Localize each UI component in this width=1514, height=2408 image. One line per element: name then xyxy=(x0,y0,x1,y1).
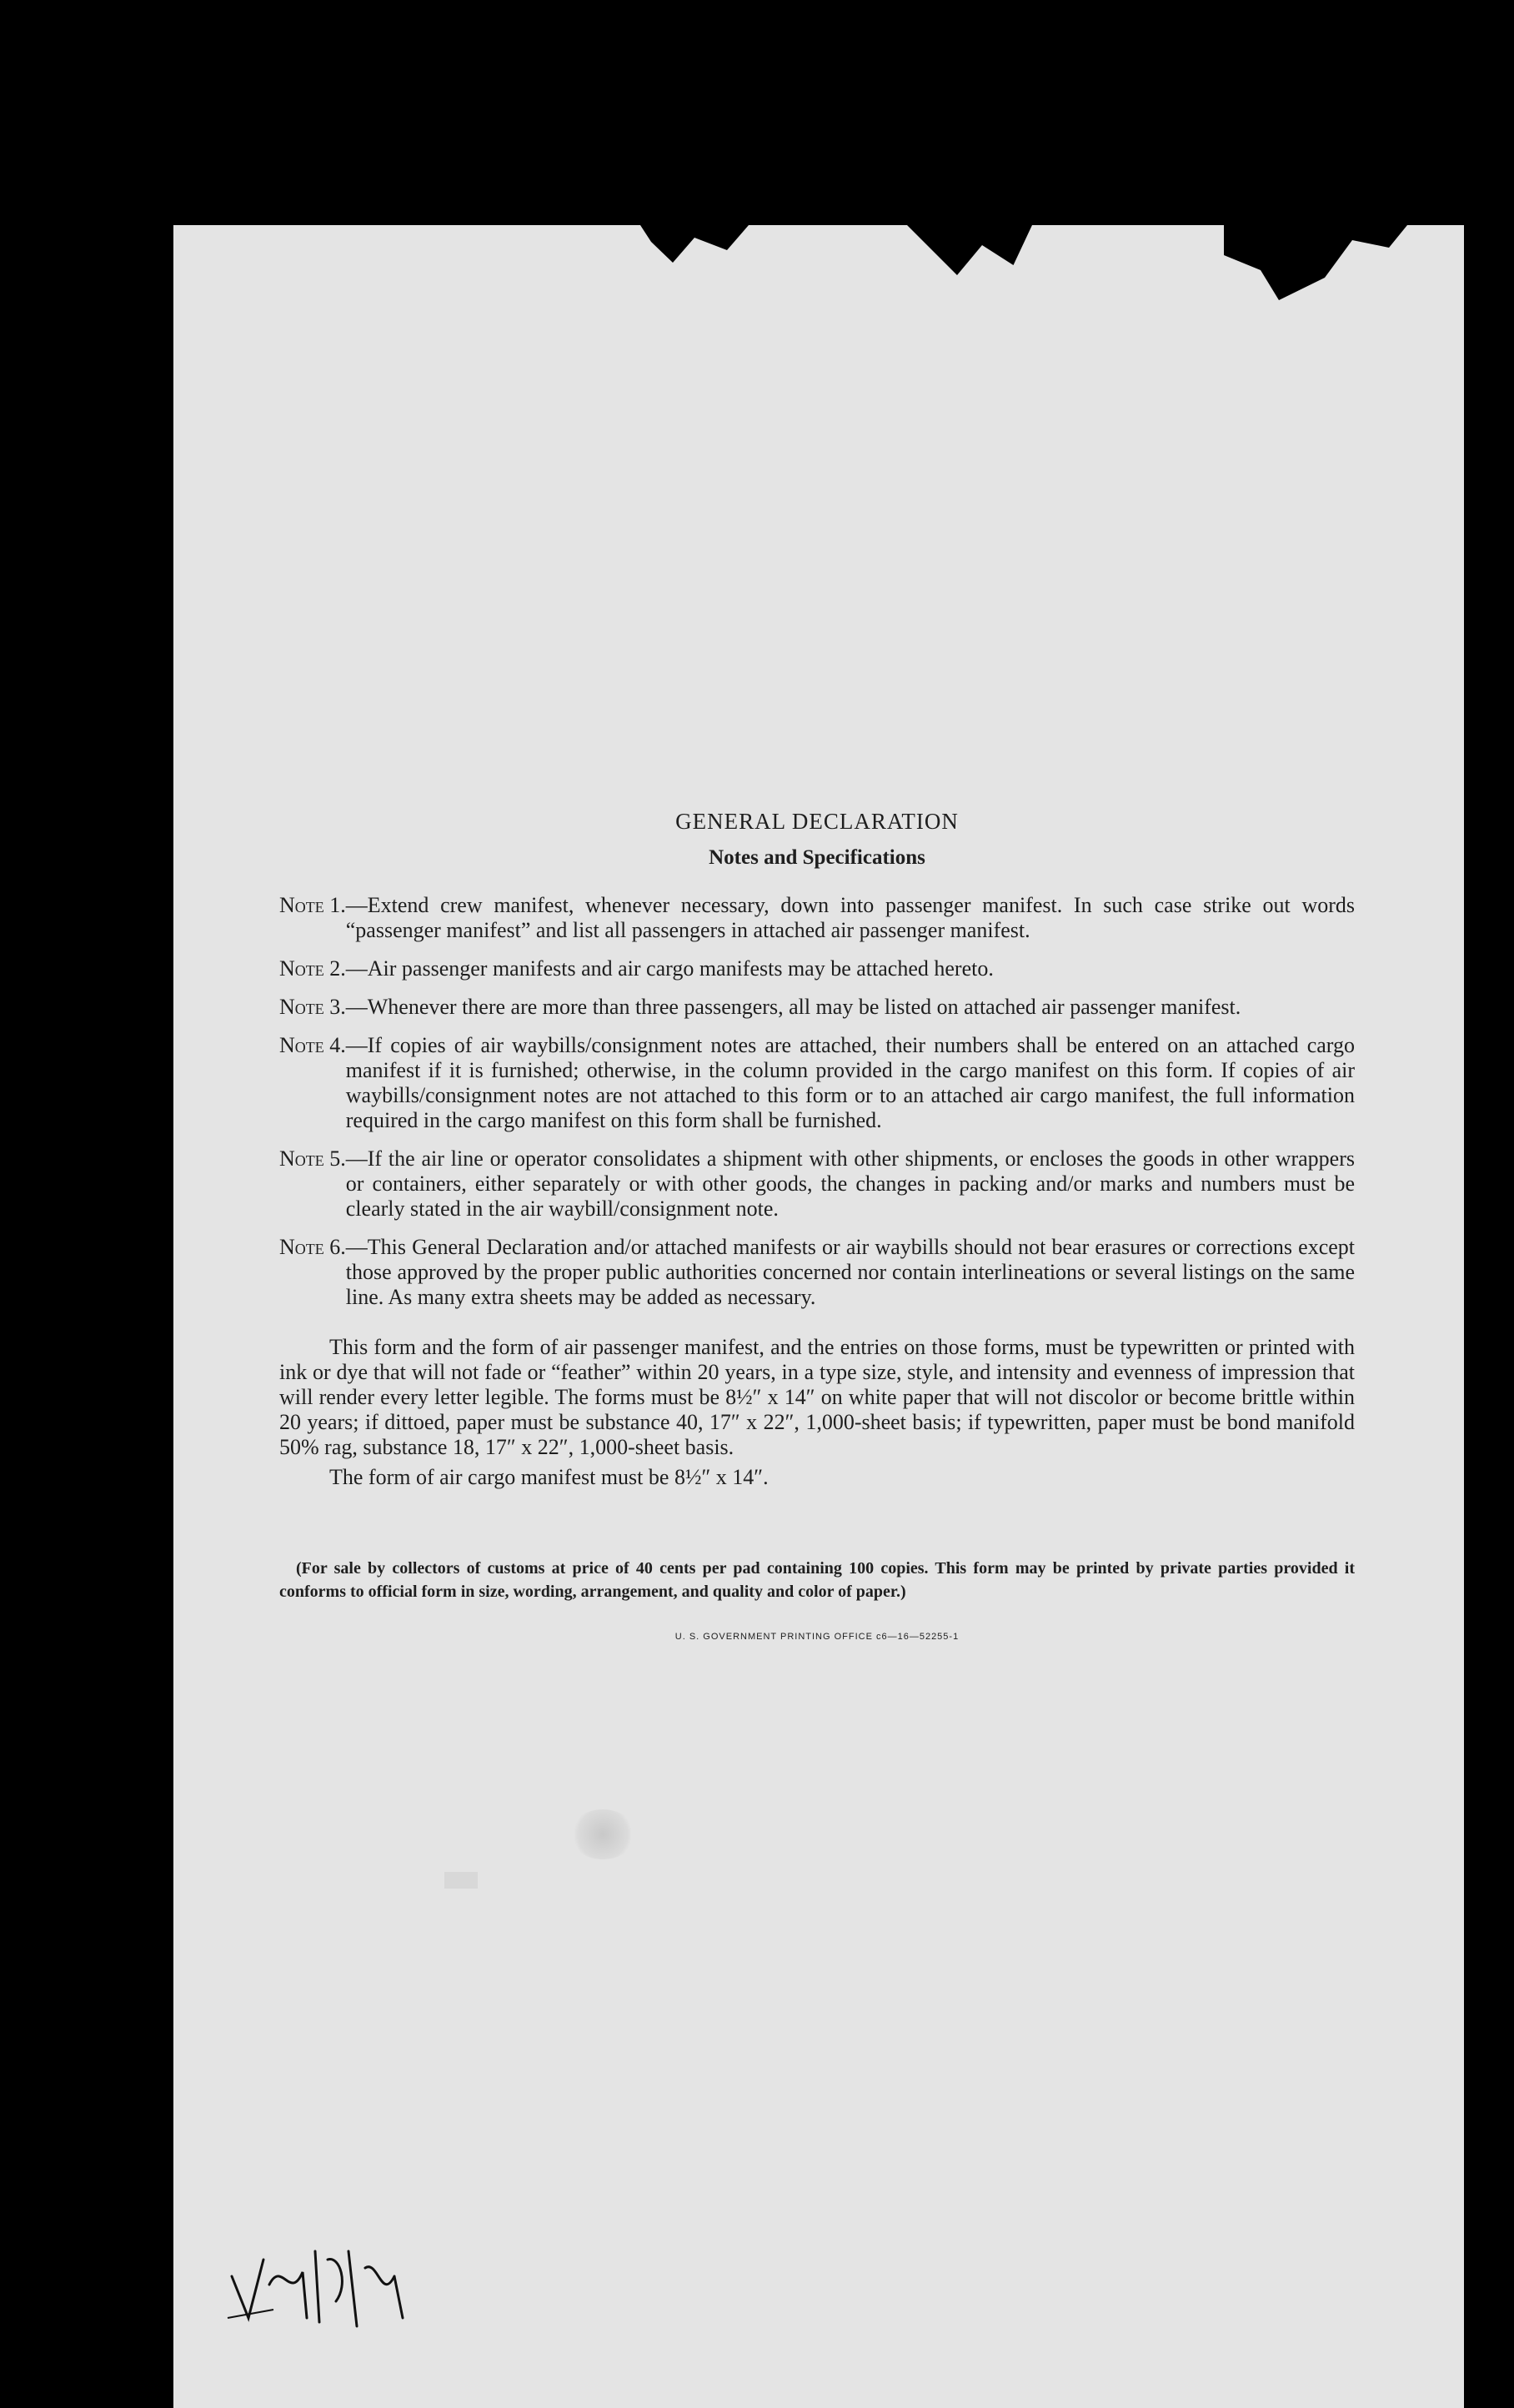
smudge-mark xyxy=(444,1872,478,1889)
note-label: Note 2. xyxy=(279,956,346,981)
note-label: Note 6. xyxy=(279,1235,346,1259)
note-text: —Extend crew manifest, whenever necessary, down into passenger manifest. In such case strike out words “passenger manifest” and list all passengers in attached air passenger manifest. xyxy=(345,893,1355,942)
torn-edge xyxy=(640,225,749,267)
faint-stamp xyxy=(569,1809,636,1859)
torn-edge xyxy=(1224,225,1407,300)
sale-note: (For sale by collectors of customs at price of 40 cents per pad containing 100 copies. This form may be printed by private parties provided it conforms to official form in size, wording, arrangement, and quality and color of paper.) xyxy=(279,1559,1355,1601)
declaration-content xyxy=(279,809,1355,1642)
page-title: GENERAL DECLARATION xyxy=(675,809,959,834)
note-4 xyxy=(279,1033,1355,1133)
form-requirements-paragraph: This form and the form of air passenger manifest, and the entries on those forms, must be typewritten or printed with ink or dye that will not fade or “feather” within 20 years, in a type size, style, and intensity and evenness of impression that will render every letter legible. The forms must be 8½″ x 14″ on white paper that will not discolor or become brittle within 20 years; if dittoed, paper must be substance 40, 17″ x 22″, 1,000-sheet basis; if typewritten, paper must be bond manifold 50% rag, substance 18, 17″ x 22″, 1,000-sheet basis. xyxy=(279,1335,1355,1459)
note-1 xyxy=(279,893,1355,943)
printing-office-line: U. S. GOVERNMENT PRINTING OFFICE c6—16—52255-1 xyxy=(674,1632,960,1642)
note-5 xyxy=(279,1146,1355,1222)
document-page xyxy=(173,225,1464,2408)
cargo-manifest-size: The form of air cargo manifest must be 8½″ x 14″. xyxy=(329,1465,769,1489)
handwritten-signature xyxy=(223,2226,424,2335)
note-label: Note 1. xyxy=(279,893,346,917)
note-text: —This General Declaration and/or attached manifests or air waybills should not bear erasures or corrections except those approved by the proper public authorities concerned nor contain interlineations or several listings on the same line. As many extra sheets may be added as necessary. xyxy=(345,1235,1355,1309)
note-2 xyxy=(279,956,1355,981)
note-text: —If the air line or operator consolidates a shipment with other shipments, or encloses the goods in other wrappers or containers, either separately or with other goods, the changes in packing and/or marks and numbers must be clearly stated in the air waybill/consignment note. xyxy=(345,1146,1355,1221)
note-3 xyxy=(279,995,1355,1020)
note-label: Note 3. xyxy=(279,995,346,1019)
note-text: —Whenever there are more than three passengers, all may be listed on attached air passenger manifest. xyxy=(345,995,1241,1019)
note-6 xyxy=(279,1235,1355,1310)
note-label: Note 4. xyxy=(279,1033,346,1057)
page-subtitle: Notes and Specifications xyxy=(709,846,925,869)
note-text: —Air passenger manifests and air cargo manifests may be attached hereto. xyxy=(345,956,994,981)
note-text: —If copies of air waybills/consignment notes are attached, their numbers shall be entered on an attached cargo manifest if it is furnished; otherwise, in the column provided in the cargo manifest on this form. If copies of air waybills/consignment notes are not attached to this form or to an attached air cargo manifest, the full information required in the cargo manifest on this form shall be furnished. xyxy=(345,1033,1355,1132)
note-label: Note 5. xyxy=(279,1146,346,1171)
torn-edge xyxy=(907,225,1032,275)
